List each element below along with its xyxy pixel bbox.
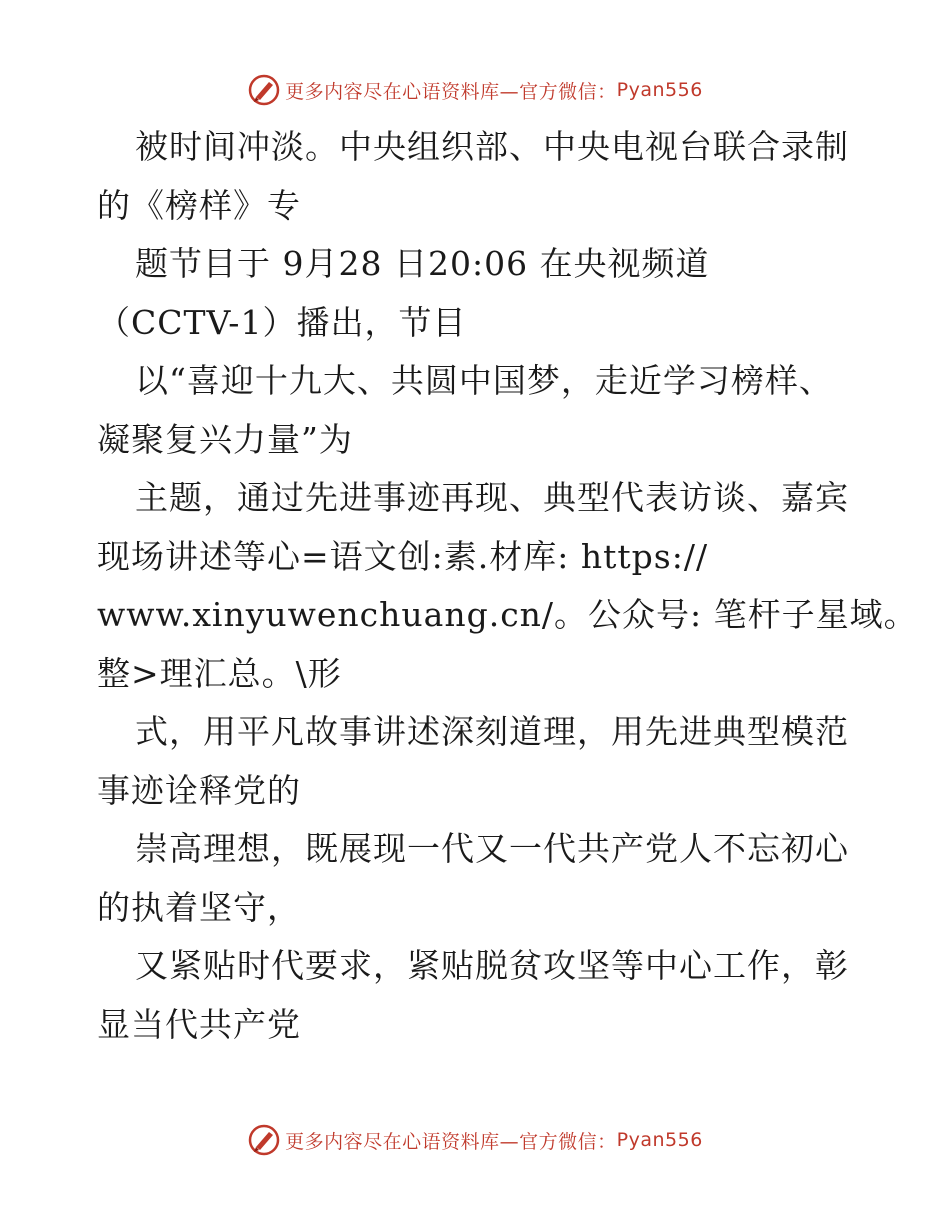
text-line: 崇高理想，既展现一代又一代共产党人不忘初心 [135,829,849,868]
text-line: 被时间冲淡。中央组织部、中央电视台联合录制 [135,127,849,166]
pen-logo-icon [247,73,281,107]
text-line: 整>理汇总。\形 [97,653,342,693]
text-line: 凝聚复兴力量”为 [97,419,353,459]
footer-banner-text: 更多内容尽在心语资料库—官方微信： [285,1130,617,1153]
text-line: 显当代共产党 [97,1004,301,1044]
text-line: 又紧贴时代要求，紧贴脱贫攻坚等中心工作，彰 [135,946,849,985]
header-wechat-id: Pyan556 [616,79,703,101]
text-line: 的《榜样》专 [97,185,301,225]
header-banner-text: 更多内容尽在心语资料库—官方微信： [285,80,617,103]
text-line: 题节目于 9月28 日20:06 在央视频道 [135,244,710,283]
header-watermark-banner [0,70,950,110]
footer-watermark-banner [0,1120,950,1160]
text-line: 主题，通过先进事迹再现、典型代表访谈、嘉宾 [135,478,849,517]
text-line: 的执着坚守， [97,887,301,927]
document-body [97,118,918,1054]
text-line: 以“喜迎十九大、共圆中国梦，走近学习榜样、 [135,361,833,400]
pen-logo-icon [247,1123,281,1157]
footer-wechat-id: Pyan556 [616,1129,703,1151]
text-line: 事迹诠释党的 [97,770,301,810]
text-line: www.xinyuwenchuang.cn/。公众号: 笔杆子星域。 [97,595,918,634]
text-line: 现场讲述等心=语文创:素.材库: https:// [97,536,709,576]
text-line: 式，用平凡故事讲述深刻道理，用先进典型模范 [135,712,849,751]
text-line: （CCTV-1）播出，节目 [97,302,467,342]
